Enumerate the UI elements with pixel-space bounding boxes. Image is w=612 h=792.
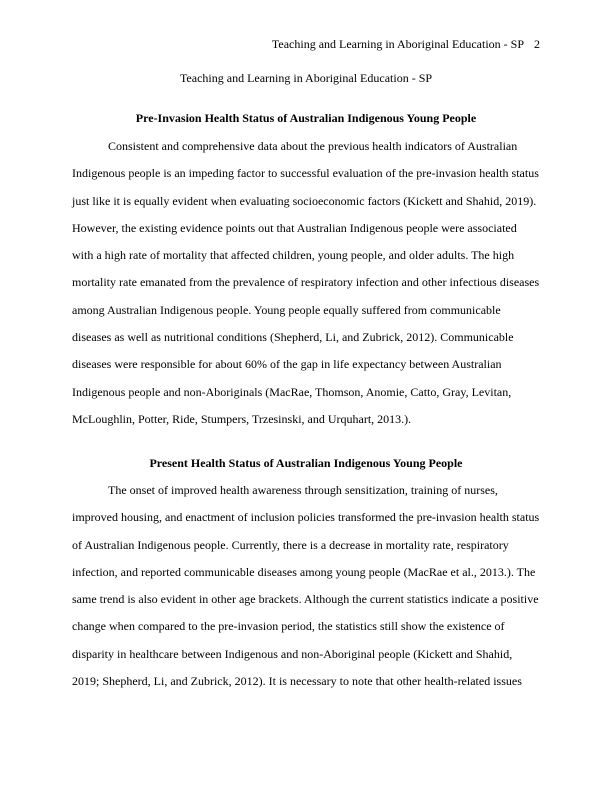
paragraph-line: 2019; Shepherd, Li, and Zubrick, 2012). It is necessary to note that other health-related issues xyxy=(72,674,522,689)
paragraph-line: of Australian Indigenous people. Currently, there is a decrease in mortality rate, respiratory xyxy=(72,537,509,552)
paragraph-line: same trend is also evident in other age brackets. Although the current statistics indicate a positive xyxy=(72,592,539,607)
paragraph-line: disparity in healthcare between Indigenous and non-Aboriginal people (Kickett and Shahid, xyxy=(72,646,513,661)
document-title: Teaching and Learning in Aboriginal Education - SP xyxy=(179,71,433,85)
paragraph-pre-invasion xyxy=(72,133,540,433)
paragraph-line: McLoughlin, Potter, Ride, Stumpers, Trzesinski, and Urquhart, 2013.). xyxy=(72,411,412,426)
paragraph-line: Consistent and comprehensive data about the previous health indicators of Australian xyxy=(108,139,518,153)
section-heading-present: Present Health Status of Australian Indigenous Young People xyxy=(149,456,463,470)
paragraph-line: change when compared to the pre-invasion period, the statistics still show the existence of xyxy=(72,619,505,634)
paragraph-line: diseases as well as nutritional conditions (Shepherd, Li, and Zubrick, 2012). Communicable xyxy=(72,330,514,345)
paragraph-line: among Australian Indigenous people. Young people equally suffered from communicable xyxy=(72,302,501,317)
section-heading-pre-invasion: Pre-Invasion Health Status of Australian Indigenous Young People xyxy=(135,111,477,125)
paragraph-line: mortality rate emanated from the prevalence of respiratory infection and other infectious diseases xyxy=(72,275,540,290)
paragraph-line: infection, and reported communicable diseases among young people (MacRae et al., 2013.). The xyxy=(72,564,536,579)
running-head-title: Teaching and Learning in Aboriginal Education - SP xyxy=(271,37,524,51)
running-head xyxy=(272,36,540,52)
paragraph-line: However, the existing evidence points out that Australian Indigenous people were associated xyxy=(72,220,517,235)
paragraph-line: Indigenous people is an impeding factor to successful evaluation of the pre-invasion health status xyxy=(72,166,539,181)
paragraph-present xyxy=(72,477,540,695)
paragraph-line: The onset of improved health awareness through sensitization, training of nurses, xyxy=(108,483,498,497)
paragraph-line: diseases were responsible for about 60% of the gap in life expectancy between Australian xyxy=(72,357,502,372)
paragraph-line: just like it is equally evident when evaluating socioeconomic factors (Kickett and Shahid, 2019). xyxy=(72,193,537,208)
paragraph-line: Indigenous people and non-Aboriginals (MacRae, Thomson, Anomie, Catto, Gray, Levitan, xyxy=(72,384,512,399)
paragraph-line: improved housing, and enactment of inclusion policies transformed the pre-invasion health status xyxy=(72,510,540,525)
paragraph-line: with a high rate of mortality that affected children, young people, and older adults. The high xyxy=(72,248,515,263)
page-number: 2 xyxy=(534,37,540,51)
